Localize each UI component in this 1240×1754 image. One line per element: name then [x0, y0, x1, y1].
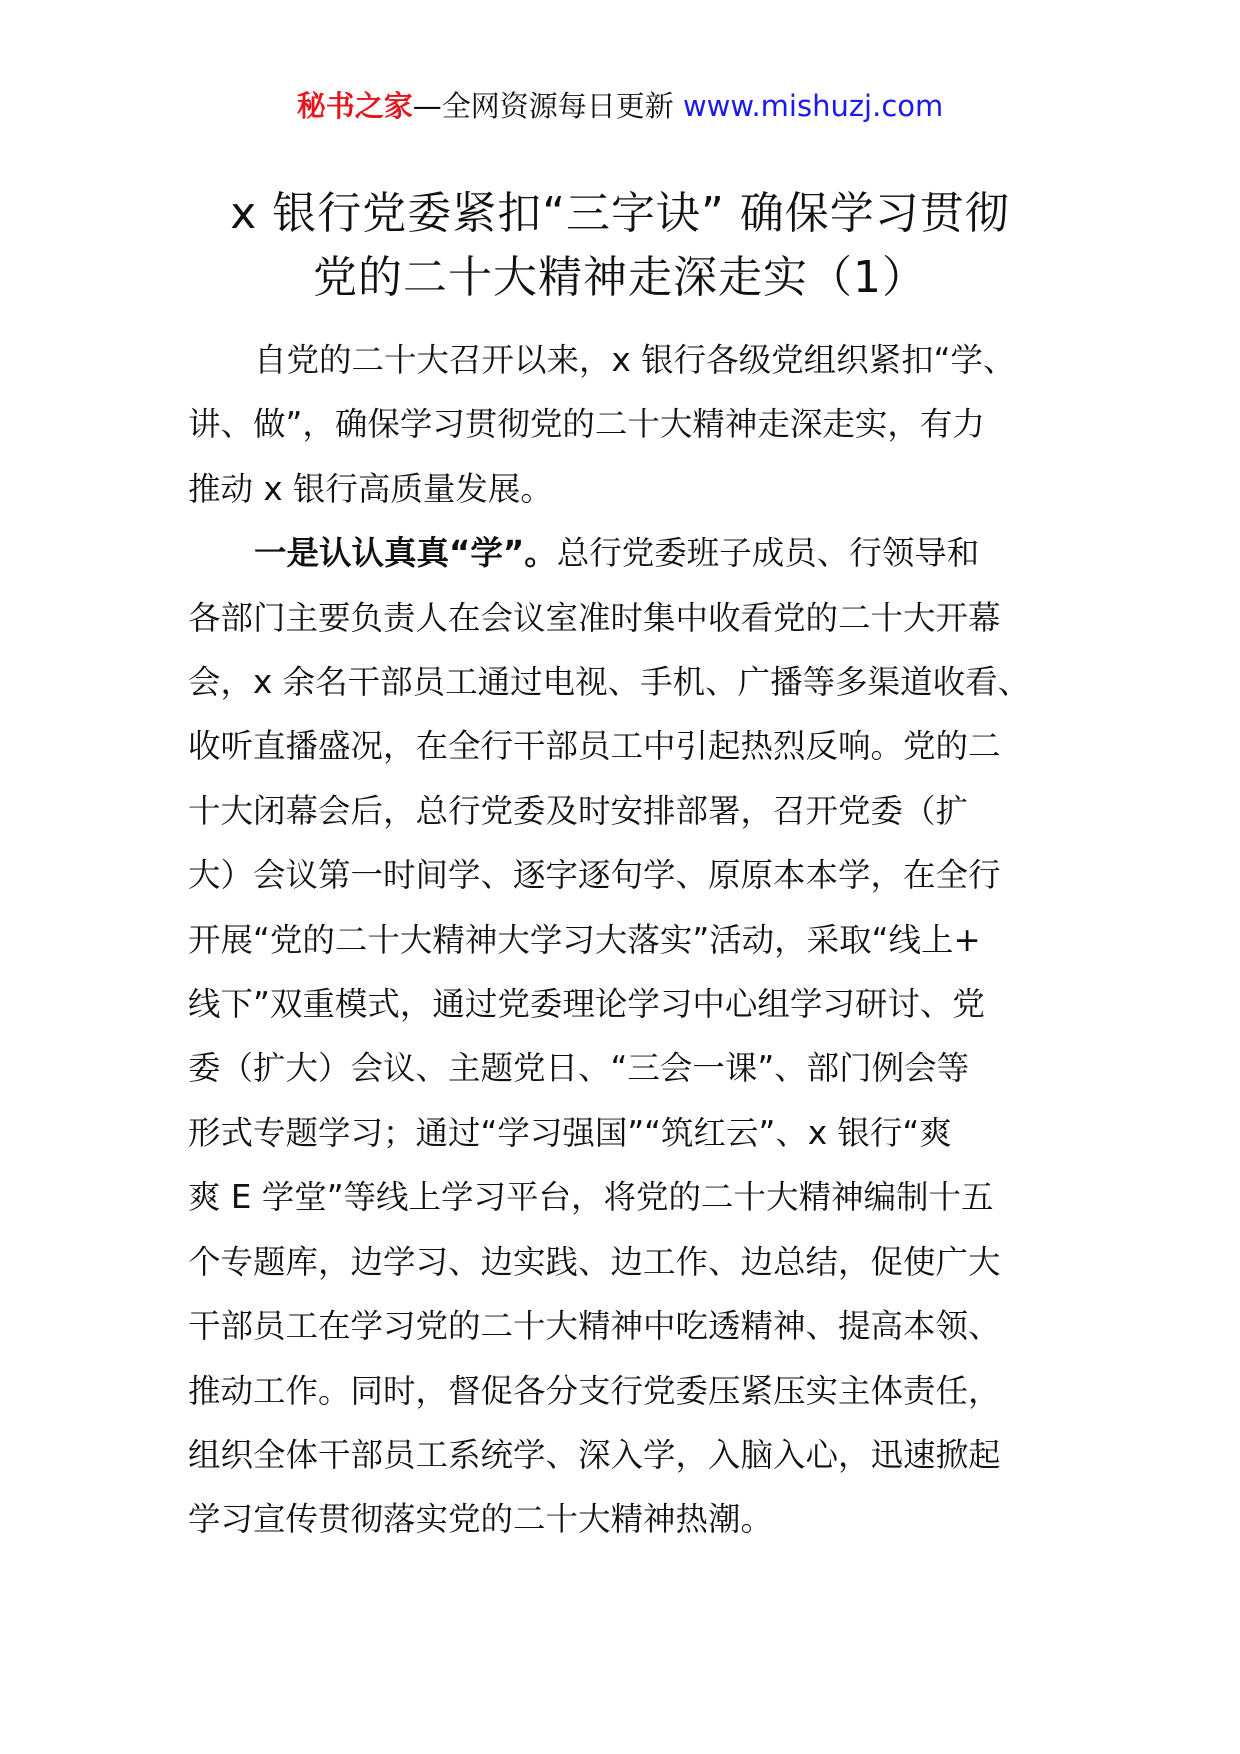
text-line: 大）会议第一时间学、逐字逐句学、原原本本学，在全行: [188, 856, 1001, 895]
document-body: [188, 328, 1050, 1552]
text-line: 个专题库，边学习、边实践、边工作、边总结，促使广大: [188, 1242, 1001, 1281]
text-line: 开展“党的二十大精神大学习大落实”活动，采取“线上+: [188, 920, 981, 959]
text-line: 各部门主要负责人在会议室准时集中收看党的二十大开幕: [188, 598, 1001, 637]
text-line: 自党的二十大召开以来，x 银行各级党组织紧扣“学、: [254, 341, 1016, 379]
text-line: 收听直播盛况，在全行干部员工中引起热烈反响。党的二: [188, 727, 1001, 766]
text-line: 会，x 余名干部员工通过电视、手机、广播等多渠道收看、: [188, 663, 1031, 702]
text-line: 组织全体干部员工系统学、深入学，入脑入心，迅速掀起: [188, 1435, 1001, 1474]
text-line: 十大闭幕会后，总行党委及时安排部署，召开党委（扩: [188, 791, 969, 830]
text-line: 委（扩大）会议、主题党日、“三会一课”、部门例会等: [188, 1049, 970, 1088]
text-line: 推动 x 银行高质量发展。: [188, 469, 553, 508]
title-line-1: x 银行党委紧扣“三字诀” 确保学习贯彻: [230, 188, 1010, 239]
text-line: 爽 E 学堂”等线上学习平台，将党的二十大精神编制十五: [188, 1178, 994, 1217]
text-line: 推动工作。同时，督促各分支行党委压紧压实主体责任，: [188, 1371, 1001, 1410]
document-title: [160, 182, 1080, 310]
title-line-2: 党的二十大精神走深走实（1）: [313, 252, 927, 303]
site-tagline: —全网资源每日更新: [412, 89, 674, 123]
text-line: [188, 521, 1050, 585]
text-line: 学习宣传贯彻落实党的二十大精神热潮。: [188, 1500, 774, 1539]
text-line: 讲、做”，确保学习贯彻党的二十大精神走深走实，有力: [188, 405, 985, 444]
site-brand: 秘书之家: [296, 89, 413, 123]
text-line: 干部员工在学习党的二十大精神中吃透精神、提高本领、: [188, 1307, 1001, 1346]
text-line: 线下”双重模式，通过党委理论学习中心组学习研讨、党: [188, 985, 985, 1024]
section-lead-heading: 一是认认真真“学”。: [254, 534, 557, 573]
text-line: 形式专题学习；通过“学习强国”“筑红云”、x 银行“爽: [188, 1113, 952, 1152]
site-header: [0, 86, 1240, 126]
text-line-content: 总行党委班子成员、行领导和: [556, 534, 980, 573]
site-url-link[interactable]: www.mishuzj.com: [682, 89, 944, 123]
section-paragraph-learn: [188, 521, 1050, 1552]
intro-paragraph: [188, 328, 1050, 521]
